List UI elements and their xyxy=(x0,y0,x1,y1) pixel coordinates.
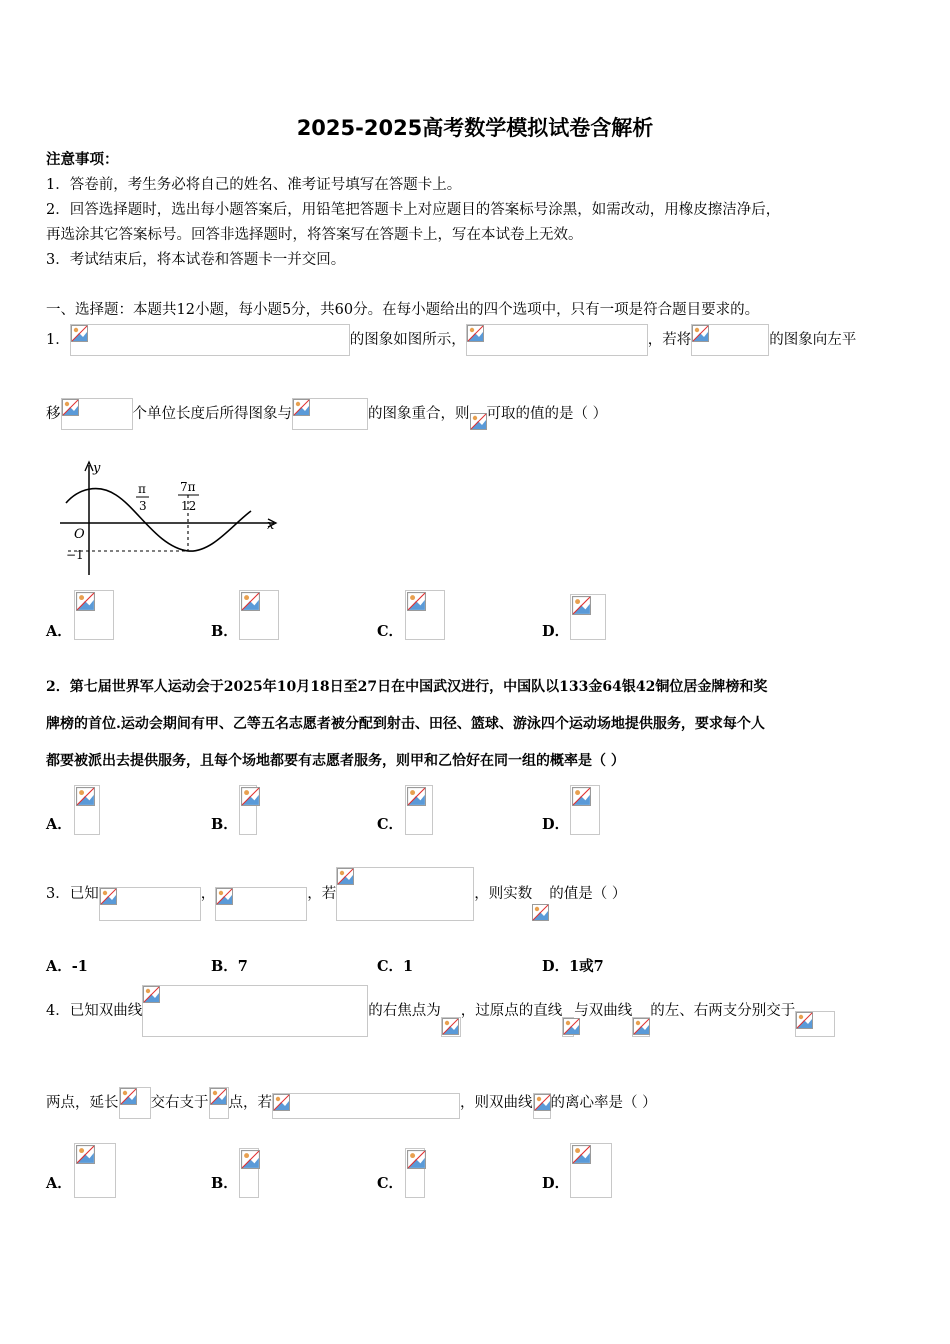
broken-image-icon xyxy=(76,592,95,611)
pi-over-3-den: 3 xyxy=(139,499,147,513)
q2-option-a[interactable]: A． xyxy=(46,816,72,833)
formula-image xyxy=(239,785,257,835)
formula-image xyxy=(570,594,606,640)
formula-image xyxy=(119,1087,151,1119)
formula-image xyxy=(99,887,201,921)
q4-line2: 两点，延长 交右支于 点，若 ，则双曲线 的离心率是（ ） xyxy=(46,1087,657,1119)
q2-option-c[interactable]: C． xyxy=(377,816,404,833)
x-axis-label: x xyxy=(267,518,275,533)
q1-function-graph xyxy=(46,455,286,580)
broken-image-icon xyxy=(534,1094,551,1111)
formula-image xyxy=(470,413,487,430)
broken-image-icon xyxy=(273,1094,290,1111)
formula-image xyxy=(562,1017,574,1037)
broken-image-icon xyxy=(572,596,591,615)
broken-image-icon xyxy=(143,986,160,1003)
q2-line2: 牌榜的首位.运动会期间有甲、乙等五名志愿者被分配到射击、田径、篮球、游泳四个运动场地提供服务，要求每个人 xyxy=(46,716,765,732)
q1-option-c[interactable]: C． xyxy=(377,623,404,640)
q2-option-b[interactable]: B． xyxy=(211,816,238,833)
formula-image xyxy=(239,590,279,640)
broken-image-icon xyxy=(62,399,79,416)
q3-line: 3．已知 ， ，若 ，则实数 的值是（ ） xyxy=(46,867,626,921)
q4-option-b[interactable]: B． xyxy=(211,1175,238,1192)
broken-image-icon xyxy=(407,1150,426,1169)
broken-image-icon xyxy=(633,1018,650,1035)
q2-line1: 2．第七届世界军人运动会于2025年10月18日至27日在中国武汉进行，中国队以133金64银42铜位居金牌榜和奖 xyxy=(46,679,768,695)
formula-image xyxy=(405,1148,425,1198)
broken-image-icon xyxy=(241,592,260,611)
broken-image-icon xyxy=(120,1088,137,1105)
q3-option-d[interactable]: D．1或7 xyxy=(542,958,604,975)
q3-option-c[interactable]: C．1 xyxy=(377,958,414,975)
formula-image xyxy=(533,1093,551,1119)
notes-heading: 注意事项： xyxy=(46,151,119,168)
formula-image xyxy=(74,590,114,640)
formula-image xyxy=(142,985,368,1037)
broken-image-icon xyxy=(442,1018,459,1035)
broken-image-icon xyxy=(572,787,591,806)
formula-image xyxy=(336,867,474,921)
q4-line1: 4．已知双曲线 的右焦点为 ，过原点的直线 与双曲线 的左、右两支分别交于 xyxy=(46,985,835,1037)
section-heading: 一、选择题：本题共12小题，每小题5分，共60分。在每小题给出的四个选项中，只有一项是符合题目要求的。 xyxy=(46,302,760,318)
q3-option-b[interactable]: B．7 xyxy=(211,958,248,975)
q4-option-a[interactable]: A． xyxy=(46,1175,72,1192)
formula-image xyxy=(632,1017,650,1037)
broken-image-icon xyxy=(470,413,487,430)
formula-image xyxy=(61,398,133,430)
formula-image xyxy=(74,785,100,835)
formula-image xyxy=(691,324,769,356)
broken-image-icon xyxy=(293,399,310,416)
broken-image-icon xyxy=(467,325,484,342)
formula-image xyxy=(441,1017,461,1037)
note-item: 2．回答选择题时，选出每小题答案后，用铅笔把答题卡上对应题目的答案标号涂黑，如需改动，用橡皮擦洁净后， xyxy=(46,202,781,218)
q1-number: 1． xyxy=(46,332,70,348)
formula-image xyxy=(570,1143,612,1198)
q1-line1: 1． 的图象如图所示， ，若将 的图象向左平 xyxy=(46,324,856,356)
formula-image xyxy=(239,1148,259,1198)
q2-option-d[interactable]: D． xyxy=(542,816,570,833)
minus-one-label: −1 xyxy=(66,548,84,562)
broken-image-icon xyxy=(337,868,354,885)
formula-image xyxy=(795,1011,835,1037)
broken-image-icon xyxy=(76,787,95,806)
q1-line2: 移 个单位长度后所得图象与 的图象重合，则 可取的值的是（ ） xyxy=(46,398,607,430)
q1-option-d[interactable]: D． xyxy=(542,623,570,640)
note-item: 1．答卷前，考生务必将自己的姓名、准考证号填写在答题卡上。 xyxy=(46,177,462,193)
broken-image-icon xyxy=(796,1012,813,1029)
seven-pi-over-12-den: 12 xyxy=(181,499,197,513)
q4-option-d[interactable]: D． xyxy=(542,1175,570,1192)
q2-line3: 都要被派出去提供服务，且每个场地都要有志愿者服务，则甲和乙恰好在同一组的概率是（ ） xyxy=(46,753,625,769)
broken-image-icon xyxy=(216,888,233,905)
broken-image-icon xyxy=(692,325,709,342)
note-item: 3．考试结束后，将本试卷和答题卡一并交回。 xyxy=(46,252,346,268)
pi-over-3-num: π xyxy=(138,482,146,496)
broken-image-icon xyxy=(71,325,88,342)
formula-image xyxy=(466,324,648,356)
broken-image-icon xyxy=(241,1150,260,1169)
broken-image-icon xyxy=(100,888,117,905)
formula-image xyxy=(292,398,368,430)
note-item: 再选涂其它答案标号。回答非选择题时，将答案写在答题卡上，写在本试卷上无效。 xyxy=(46,227,583,243)
formula-image xyxy=(532,904,549,921)
q1-option-a[interactable]: A． xyxy=(46,623,72,640)
broken-image-icon xyxy=(563,1018,580,1035)
formula-image xyxy=(74,1143,116,1198)
broken-image-icon xyxy=(210,1088,227,1105)
broken-image-icon xyxy=(407,592,426,611)
q4-option-c[interactable]: C． xyxy=(377,1175,404,1192)
page-title: 2025-2025高考数学模拟试卷含解析 xyxy=(296,116,654,140)
broken-image-icon xyxy=(76,1145,95,1164)
broken-image-icon xyxy=(572,1145,591,1164)
formula-image xyxy=(272,1093,460,1119)
broken-image-icon xyxy=(407,787,426,806)
formula-image xyxy=(405,590,445,640)
q1-option-b[interactable]: B． xyxy=(211,623,238,640)
origin-label: O xyxy=(74,527,85,542)
formula-image xyxy=(70,324,350,356)
broken-image-icon xyxy=(241,787,260,806)
formula-image xyxy=(570,785,600,835)
y-axis-label: y xyxy=(93,461,101,476)
sine-curve xyxy=(66,489,251,552)
seven-pi-over-12-num: 7π xyxy=(180,480,196,494)
formula-image xyxy=(215,887,307,921)
broken-image-icon xyxy=(532,904,549,921)
q3-option-a[interactable]: A．-1 xyxy=(46,958,88,975)
formula-image xyxy=(209,1087,229,1119)
formula-image xyxy=(405,785,433,835)
